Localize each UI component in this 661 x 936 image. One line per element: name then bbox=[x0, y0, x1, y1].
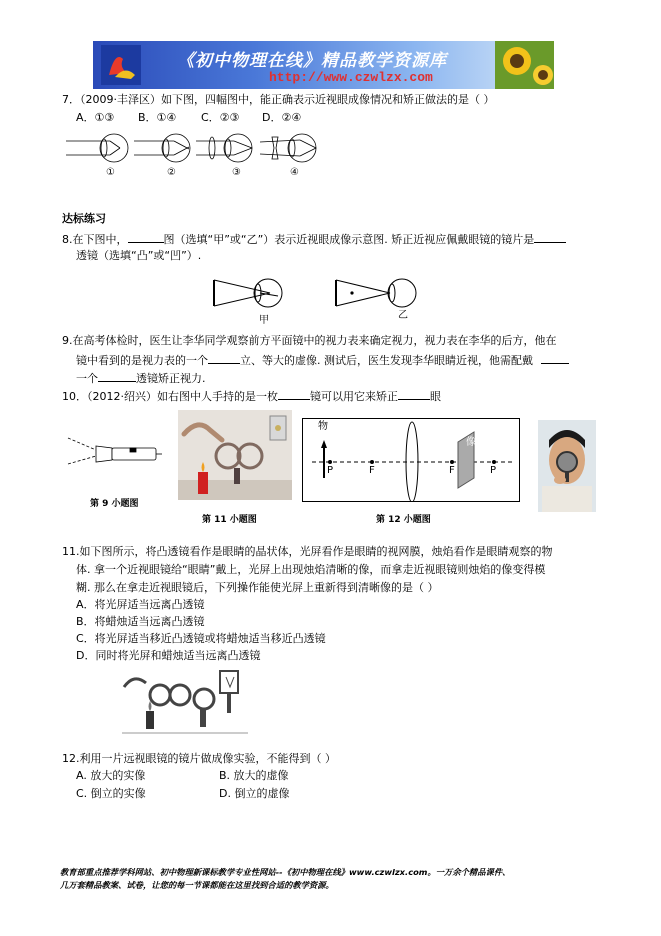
q9-line3 bbox=[76, 370, 206, 386]
q7-fig-label-3: ③ bbox=[232, 167, 241, 178]
fig12-label-p-right: P bbox=[490, 465, 497, 476]
q7-option-c: C．②③ bbox=[201, 111, 240, 124]
q8-blank-2[interactable] bbox=[534, 231, 566, 243]
q8-blank-1[interactable] bbox=[128, 231, 164, 243]
fig11-lens-experiment-image bbox=[178, 410, 292, 500]
fig10-man-with-magnifier-photo bbox=[538, 420, 596, 512]
q11-option-b: B．将蜡烛适当远离凸透镜 bbox=[76, 615, 205, 628]
q9-blank-3[interactable] bbox=[98, 370, 136, 382]
fig12-label-p-left: P bbox=[327, 465, 334, 476]
q9-line2-b: 立、等大的虚像. 测试后，医生发现李华眼睛近视，他需配戴 bbox=[240, 354, 533, 367]
q11-line2: 体. 拿一个近视眼镜给“眼睛”戴上，光屏上出现烛焰清晰的像，而拿走近视眼镜则烛焰的像变得模 bbox=[76, 563, 546, 576]
q9-line2 bbox=[76, 352, 569, 368]
q12-option-a: A. 放大的实像 bbox=[76, 769, 146, 782]
section-title: 达标练习 bbox=[62, 212, 106, 225]
q10-line-a: 10．（2012·绍兴）如右图中人手持的是一枚 bbox=[62, 390, 278, 403]
q9-blank-2[interactable] bbox=[541, 352, 569, 364]
q9-line3-b: 透镜矫正视力. bbox=[136, 372, 206, 385]
q7-fig-label-1: ① bbox=[106, 167, 115, 178]
fig12-label-f-left: F bbox=[369, 465, 375, 476]
q8-line1-a: 8.在下图中， bbox=[62, 233, 128, 246]
q11-line1: 11.如下图所示，将凸透镜看作是眼睛的晶状体，光屏看作是眼睛的视网膜，烛焰看作是眼睛观察的物 bbox=[62, 545, 553, 558]
header-banner bbox=[93, 41, 554, 89]
fig12-caption: 第 12 小题图 bbox=[376, 515, 431, 525]
q7-fig-label-4: ④ bbox=[290, 167, 299, 178]
banner-url[interactable]: http://www.czwlzx.com bbox=[269, 70, 433, 85]
fig11-caption: 第 11 小题图 bbox=[202, 515, 257, 525]
footer-line-2: 几万套精品教案、试卷，让您的每一节课都能在这里找到合适的教学资源。 bbox=[60, 880, 334, 890]
q11-option-a: A．将光屏适当远离凸透镜 bbox=[76, 598, 205, 611]
q11-option-d: D．同时将光屏和蜡烛适当远离凸透镜 bbox=[76, 649, 261, 662]
q7-fig-label-2: ② bbox=[167, 167, 176, 178]
q7-option-b: B．①④ bbox=[138, 111, 177, 124]
fig12-lens-diagram bbox=[302, 418, 520, 502]
q7-option-d: D．②④ bbox=[262, 111, 302, 124]
fig9-caption: 第 9 小题图 bbox=[90, 499, 139, 509]
q11-line3: 糊. 那么在拿走近视眼镜后，下列操作能使光屏上重新得到清晰像的是（ ） bbox=[76, 581, 439, 594]
q7-eye-diagrams bbox=[64, 130, 326, 166]
q7-option-a: A．①③ bbox=[76, 111, 115, 124]
footer-line-1: 教育部重点推荐学科网站、初中物理新课标教学专业性网站--《初中物理在线》www.czwlzx.com。一万余个精品课件、 bbox=[60, 867, 511, 877]
q12-option-b: B. 放大的虚像 bbox=[219, 769, 289, 782]
q10-blank-2[interactable] bbox=[398, 388, 430, 400]
site-logo-icon bbox=[101, 45, 141, 85]
fig9-flashlight-image bbox=[66, 428, 166, 478]
q8-fig-label-jia: 甲 bbox=[259, 315, 269, 326]
q9-line2-a: 镜中看到的是视力表的一个 bbox=[76, 354, 208, 367]
q9-blank-1[interactable] bbox=[208, 352, 240, 364]
sunflower-image bbox=[495, 41, 554, 89]
q12-option-d: D. 倒立的虚像 bbox=[219, 787, 290, 800]
q12-stem: 12.利用一片远视眼镜的镜片做成像实验，不能得到（ ） bbox=[62, 752, 336, 765]
q10-line-c: 眼 bbox=[430, 390, 441, 403]
q8-line2: 透镜（选填“凸”或“凹”）. bbox=[76, 249, 202, 262]
q8-line1-b: 图（选填“甲”或“乙”）表示近视眼成像示意图. 矫正近视应佩戴眼镜的镜片是 bbox=[163, 233, 535, 246]
q9-line3-a: 一个 bbox=[76, 372, 98, 385]
q11-option-c: C．将光屏适当移近凸透镜或将蜡烛适当移近凸透镜 bbox=[76, 632, 326, 645]
q11-lens-experiment-image bbox=[120, 665, 250, 737]
fig12-label-f-right: F bbox=[449, 465, 455, 476]
q10-line bbox=[62, 388, 441, 404]
q12-option-c: C. 倒立的实像 bbox=[76, 787, 146, 800]
q8-fig-label-yi: 乙 bbox=[398, 310, 408, 321]
fig12-label-image: 像 bbox=[466, 437, 476, 448]
banner-title: 《初中物理在线》精品教学资源库 bbox=[177, 51, 447, 71]
q10-line-b: 镜可以用它来矫正 bbox=[310, 390, 398, 403]
q9-line1: 9.在高考体检时，医生让李华同学观察前方平面镜中的视力表来确定视力，视力表在李华的后方，他在 bbox=[62, 334, 557, 347]
q8-line1 bbox=[62, 231, 566, 247]
q10-blank-1[interactable] bbox=[278, 388, 310, 400]
q7-stem: 7．（2009·丰泽区）如下图，四幅图中，能正确表示近视眼成像情况和矫正做法的是（ ） bbox=[62, 93, 495, 106]
fig12-label-object: 物 bbox=[318, 421, 328, 432]
